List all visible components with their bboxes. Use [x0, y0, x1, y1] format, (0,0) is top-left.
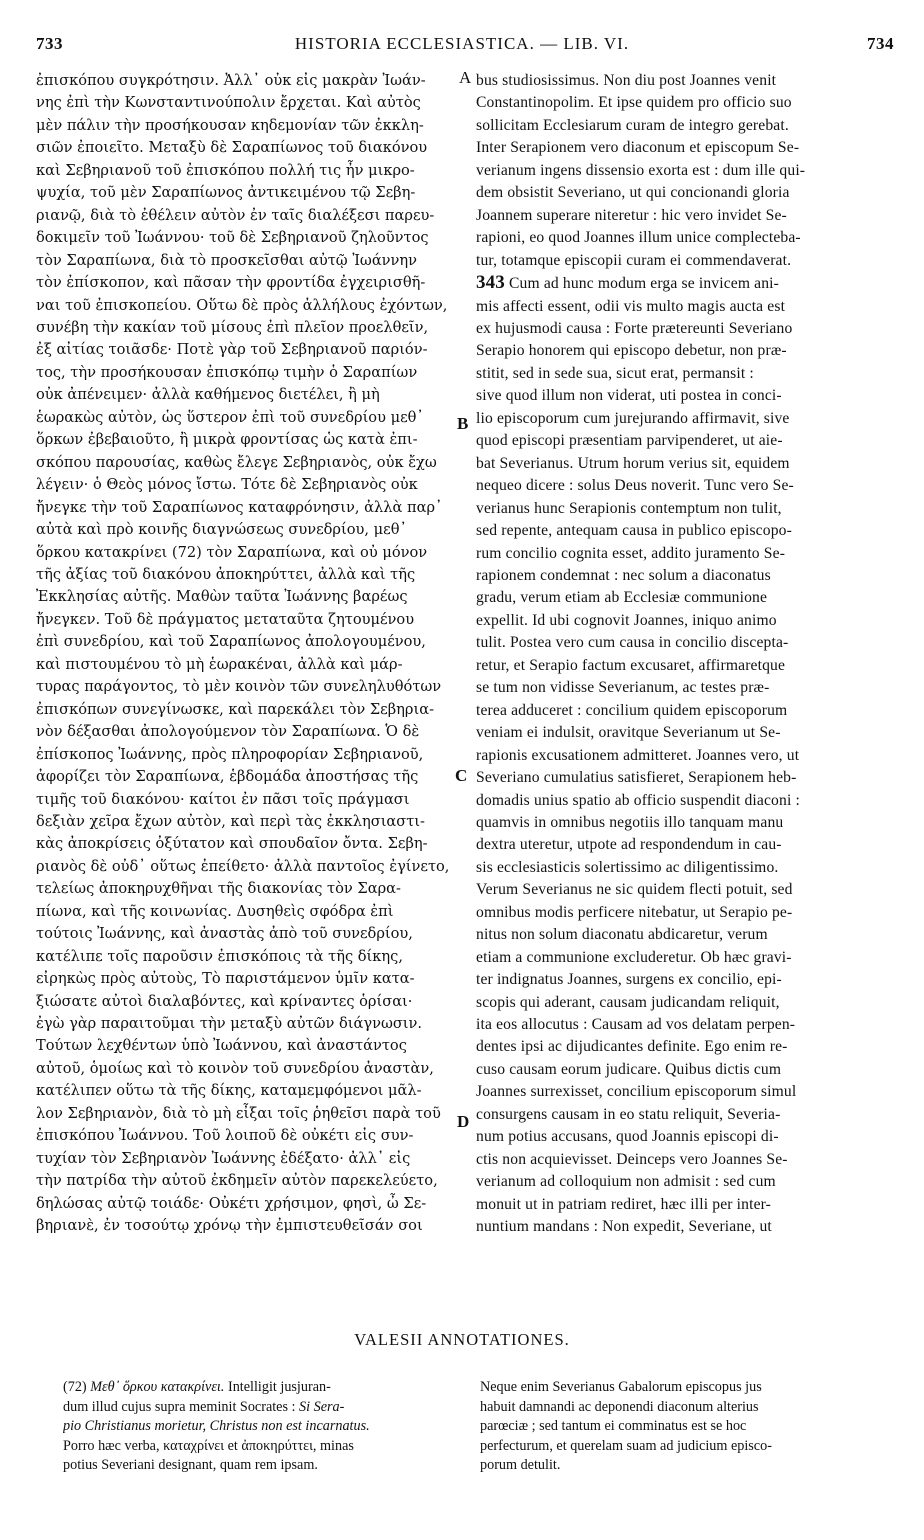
- greek-text-line: ἐπισκόπων συνεγίνωσκε, καὶ παρεκάλει τὸν Σεβηρια-: [36, 700, 435, 718]
- greek-text-line: αὐτὰ καὶ πρὸ κοινῆς διαγνώσεως συνεδρίου, μεθ᾽: [36, 521, 407, 539]
- latin-text-line: Severiano cumulatius satisfieret, Serapionem heb-: [476, 769, 797, 787]
- latin-text-line: monuit ut in patriam rediret, hæc illi per inter-: [476, 1195, 772, 1213]
- greek-text-line: ψυχία, τοῦ μὲν Σαραπίωνος ἀντικειμένου τῷ Σεβη-: [36, 184, 416, 202]
- latin-text-line: omnibus modis perficere nitebatur, ut Serapio pe-: [476, 903, 793, 921]
- annotation-left-column: [63, 1378, 463, 1476]
- greek-text-line: μὲν πάλιν τὴν προσήκουσαν κηδεμονίαν τῶν ἐκκλη-: [36, 116, 424, 134]
- greek-text-line: ἐπίσκοπος Ἰωάννης, πρὸς πληροφορίαν Σεβηριανοῦ,: [36, 745, 424, 763]
- greek-text-line: αὐτοῦ, ὁμοίως καὶ τὸ κοινὸν τοῦ συνεδρίου ἀναστὰν,: [36, 1059, 434, 1077]
- greek-text-line: τούτοις Ἰωάννης, καὶ ἀναστὰς ἀπὸ τοῦ συνεδρίου,: [36, 925, 413, 943]
- greek-text-line: τὸν Σαραπίωνα, διὰ τὸ προσκεῖσθαι αὐτῷ Ἰωάννην: [36, 251, 418, 269]
- greek-text-line: Τούτων λεχθέντων ὑπὸ Ἰωάννου, καὶ ἀναστάντος: [36, 1037, 407, 1055]
- latin-text-line: quod episcopi præsentiam parvipenderet, ut aie-: [476, 432, 783, 450]
- annotation-italic-text: Si Sera-: [299, 1398, 345, 1415]
- latin-text-line: Verum Severianus ne sic quidem flecti potuit, sed: [476, 881, 793, 899]
- latin-text-line: cuso causam eorum judicare. Quibus dictis cum: [476, 1060, 782, 1078]
- latin-text-line: dentes ipsi ac dijudicantes definite. Ego enim re-: [476, 1038, 788, 1056]
- greek-text-line: Ἐκκλησίας αὐτῆς. Μαθὼν ταῦτα Ἰωάννης βαρέως: [36, 588, 408, 606]
- latin-text-line: ita eos allocutus : Causam ad vos delatam perpen-: [476, 1016, 796, 1034]
- greek-text-line: ἑωρακὼς αὐτὸν, ὡς ὕστερον ἐπὶ τοῦ συνεδρίου μεθ᾽: [36, 408, 424, 426]
- annotation-text: (72): [63, 1379, 91, 1395]
- latin-text-line: Inter Serapionem vero diaconum et episcopum Se-: [476, 139, 800, 157]
- latin-text-line: veniam ei indulsit, oravitque Severianum ut Se-: [476, 724, 781, 742]
- latin-text-line: verianum ingens dissensio exorta est : dum ille qui-: [476, 161, 806, 179]
- greek-text-line: ἐγὼ γὰρ παραιτοῦμαι τὴν μεταξὺ αὐτῶν διάγνωσιν.: [36, 1015, 423, 1033]
- greek-text-line: τος, τὴν προσήκουσαν ἐπισκόπῳ τιμὴν ὁ Σαραπίων: [36, 363, 418, 381]
- latin-text-line: consurgens causam in eo statu reliquit, Severia-: [476, 1105, 781, 1123]
- latin-text-line: domadis unius spatio ab officio suspendit diaconi :: [476, 791, 800, 809]
- latin-text-line: sed repente, antequam causa in publico episcopo-: [476, 522, 792, 540]
- greek-text-line: δεξιὰν χεῖρα ἔχων αὐτὸν, καὶ περὶ τὰς ἐκκλησιαστι-: [36, 812, 425, 830]
- greek-text-line: τιμῆς τοῦ διακόνου· καίτοι ἐν πᾶσι τοῖς πράγμασι: [36, 790, 410, 808]
- greek-text-line: καὶ πιστουμένου τὸ μὴ ἑωρακέναι, ἀλλὰ καὶ μάρ-: [36, 655, 403, 673]
- greek-text-line: εἰρηκὼς πρὸς αὐτοὺς, Τὸ παριστάμενον ὑμῖν κατα-: [36, 970, 415, 988]
- greek-text-line: ὅρκων ἐβεβαιοῦτο, ἢ μικρὰ φροντίσας ὡς κατὰ ἐπι-: [36, 431, 418, 449]
- greek-text-line: τὴν πατρίδα τὴν αὐτοῦ ἐκδημεῖν αὐτὸν παρεκελεύετο,: [36, 1172, 438, 1190]
- annotation-text: dum illud cujus supra meminit Socrates :: [63, 1398, 300, 1415]
- latin-text-line: verianus hunc Serapionis contemptum non tulit,: [476, 499, 782, 517]
- greek-text-line: συνέβη τὴν κακίαν τοῦ μίσους ἐπὶ πλεῖον προελθεῖν,: [36, 318, 429, 336]
- greek-text-line: ἐπὶ συνεδρίου, καὶ τοῦ Σαραπίωνος ἀπολογουμένου,: [36, 633, 426, 651]
- greek-text-line: τυχίαν τὸν Σεβηριανὸν Ἰωάννης ἐδέξατο· ἀλλ᾽ εἰς: [36, 1149, 411, 1167]
- latin-text-line: rapioni, eo quod Joannes illum unice complectebа-: [476, 229, 801, 247]
- greek-text-line: κατέλιπεν οὕτω τὰ τῆς δίκης, καταμεμφόμενοι μᾶλ-: [36, 1082, 422, 1100]
- greek-text-line: πίωνα, καὶ τῆς κοινωνίας. Δυσηθεὶς σφόδρα ἐπὶ: [36, 902, 394, 920]
- greek-text-line: δηλώσας αὐτῷ τοιάδε· Οὐκέτι χρήσιμον, φησὶ, ὦ Σε-: [36, 1194, 427, 1212]
- greek-text-line: οὐκ ἀπένειμεν· ἀλλὰ καθήμενος διετέλει, ἢ μὴ: [36, 386, 380, 404]
- annotation-line: parœciæ ; sed tantum ei comminatus est se hoc: [480, 1418, 747, 1435]
- page-number-left: 733: [36, 34, 63, 53]
- greek-text-line: τελείως ἀποκηρυχθῆναι τῆς διακονίας τὸν Σαρα-: [36, 880, 401, 898]
- latin-text-line: verianum ad colloquium non admisit : sed cum: [476, 1173, 776, 1191]
- latin-text-line: gradu, verum etiam ab Ecclesiæ communione: [476, 589, 768, 607]
- greek-text-line: δοκιμεῖν τοῦ Ἰωάννου· τοῦ δὲ Σεβηριανοῦ ζηλοῦντος: [36, 229, 429, 247]
- greek-text-line: ἤνεγκε τὴν τοῦ Σαραπίωνος καταφρόνησιν, ἀλλὰ παρ᾽: [36, 498, 443, 516]
- greek-text-line: ἐπισκόπου συγκρότησιν. Ἀλλ᾽ οὐκ εἰς μακρὰν Ἰωάν-: [36, 72, 426, 89]
- annotation-line: porum detulit.: [480, 1457, 561, 1474]
- latin-text-line: Joannes surrexisset, concilium episcoporum simul: [476, 1083, 797, 1101]
- annotation-text: Porro hæc verba, καταχρίνει et ἀποκηρύττει, minas: [63, 1437, 354, 1454]
- greek-text-line: ἐπισκόπου Ἰωάννου. Τοῦ λοιποῦ δὲ οὐκέτι εἰς συν-: [36, 1127, 414, 1145]
- greek-text-line: ξιώσατε αὐτοὶ διαλαβόντες, καὶ κρίναντες ὁρίσαι·: [36, 992, 413, 1010]
- latin-text-line: nitus non solum diaconatu abdicaretur, verum: [476, 926, 768, 944]
- latin-text-line: Joannem superare niteretur : hic vero invidet Se-: [476, 206, 787, 224]
- latin-text-line: retur, et Serapio factum excusaret, affirmaretque: [476, 656, 786, 674]
- annotation-line: [63, 1456, 463, 1476]
- margin-letter-b: B: [457, 414, 469, 433]
- greek-text-line: σιῶν ἐποιεῖτο. Μεταξὺ δὲ Σαραπίωνος τοῦ διακόνου: [36, 139, 428, 157]
- latin-text-line: sis ecclesiasticis solertissimo ac diligentissimo.: [476, 858, 779, 876]
- annotation-right-column: [480, 1378, 880, 1476]
- greek-text-line: σκόπου παρουσίας, καθὼς ἔλεγε Σεβηριανὸς, οὐκ ἔχω: [36, 453, 437, 471]
- greek-text-line: ἐξ αἰτίας τοιᾶσδε· Ποτὲ γὰρ τοῦ Σεβηριανοῦ παριόν-: [36, 341, 428, 359]
- annotation-line: [63, 1398, 463, 1418]
- greek-text-line: λον Σεβηριανὸν, διὰ τὸ μὴ εἶξαι τοῖς ῥηθεῖσι παρὰ τοῦ: [36, 1104, 441, 1122]
- latin-text-line: mis affecti essent, odii vis multo magis aucta est: [476, 297, 786, 315]
- annotation-line: perfecturum, et querelam suam ad judicium episco-: [480, 1437, 772, 1454]
- page-number-right: 734: [867, 34, 894, 53]
- margin-letter-d: D: [457, 1112, 470, 1131]
- greek-text-line: τὸν ἐπίσκοπον, καὶ πᾶσαν τὴν φροντίδα ἐγχειρισθῆ-: [36, 274, 426, 292]
- greek-text-line: λέγειν· ὁ Θεὸς μόνος ἴστω. Τότε δὲ Σεβηριανὸς οὐκ: [36, 476, 418, 494]
- greek-text-line: κατέλιπε τοῖς παροῦσιν ἐπισκόποις τὰ τῆς δίκης,: [36, 947, 403, 965]
- annotation-text: potius Severiani designant, quam rem ipsam.: [63, 1457, 318, 1474]
- annotation-line: [63, 1378, 463, 1398]
- greek-text-line: ριανῷ, διὰ τὸ ἐθέλειν αὐτὸν ἐν ταῖς διαλέξεσι παρευ-: [36, 206, 435, 224]
- section-number: 343: [476, 272, 505, 294]
- latin-text-line: se tum non vidisse Severianum, ac testes præ-: [476, 679, 770, 697]
- latin-text-line: bus studiosissimus. Non diu post Joannes venit: [476, 72, 777, 89]
- latin-text-line: terea adduceret : concilium quidem episcoporum: [476, 701, 788, 719]
- annotation-line: habuit damnandi ac deponendi diaconum alterius: [480, 1398, 759, 1415]
- latin-text-line: quamvis in omnibus negotiis illo tanquam manu: [476, 813, 784, 831]
- greek-text-line: τυρας παράγοντος, τὸ μὲν κοινὸν τῶν συνεληλυθότων: [36, 678, 442, 696]
- greek-text-line: νὸν δέξασθαι ἀπολογούμενον τὸν Σαραπίωνα. Ὁ δὲ: [36, 723, 420, 741]
- latin-text-line: nequeo dicere : solus Deus noverit. Tunc vero Se-: [476, 477, 794, 495]
- latin-text-line: sollicitam Ecclesiarum curam de integro gerebat.: [476, 116, 789, 134]
- latin-text-line: rum concilio cognita esset, addito juramento Se-: [476, 544, 786, 562]
- annotation-line: [63, 1417, 463, 1437]
- latin-text-line: [476, 272, 888, 295]
- latin-text-line: dextra uteretur, utpote ad respondendum in cau-: [476, 836, 782, 854]
- greek-text-line: ἀφορίζει τὸν Σαραπίωνα, ἑβδομάδα ἀποστήσας τῆς: [36, 768, 419, 786]
- latin-text-line: Serapio honorem qui episcopo debetur, non præ-: [476, 342, 787, 360]
- latin-text-line: rapionem condemnat : nec solum a diaconatus: [476, 566, 771, 584]
- latin-text-line: ter indignatus Joannes, surgens ex concilio, epi-: [476, 971, 782, 989]
- greek-text-line: ὅρκου κατακρίνει (72) τὸν Σαραπίωνα, καὶ οὐ μόνον: [36, 543, 428, 561]
- latin-text-line: tulit. Postea vero cum causa in concilio discepta-: [476, 634, 789, 652]
- latin-text-line: dem obsistit Severiano, ut qui concionandi gloria: [476, 184, 790, 202]
- latin-text-line: Constantinopolim. Et ipse quidem pro officio suo: [476, 94, 792, 112]
- annotation-italic-text: Μεθ᾽ ὅρκου κατακρίνει.: [90, 1379, 225, 1395]
- latin-text-line: rapionis excusationem admitteret. Joannes vero, ut: [476, 746, 800, 764]
- annotations-heading: VALESII ANNOTATIONES.: [354, 1330, 570, 1349]
- greek-text-line: τῆς ἀξίας τοῦ διακόνου ἀποκηρύττει, ἀλλὰ καὶ τῆς: [36, 565, 416, 583]
- latin-text-line: ctis non acquievisset. Deinceps vero Joannes Se-: [476, 1150, 788, 1168]
- latin-text-line: etiam a communione excluderetur. Ob hæc gravi-: [476, 948, 792, 966]
- annotation-line: Neque enim Severianus Gabalorum episcopus jus: [480, 1379, 762, 1395]
- annotation-text: Intelligit jusjuran-: [224, 1379, 331, 1395]
- greek-text-line: ναι τοῦ ἐπισκοπείου. Οὕτω δὲ πρὸς ἀλλήλους ἐχόντων,: [36, 296, 448, 314]
- greek-text-line: κὰς ἀποκρίσεις ὀξύτατον καὶ σπουδαῖον ὄντα. Σεβη-: [36, 835, 428, 853]
- greek-text-line: καὶ Σεβηριανοῦ τοῦ ἐπισκόπου πολλή τις ἦν μικρο-: [36, 161, 415, 179]
- latin-text-line: ex hujusmodi causa : Forte prætereunti Severiano: [476, 319, 793, 337]
- margin-letter-a: A: [459, 68, 472, 87]
- margin-letter-c: C: [455, 766, 468, 785]
- latin-text-line: num potius accusans, quod Joannis episcopi di-: [476, 1128, 779, 1146]
- latin-text-line: sive quod illum non viderat, uti postea in conci-: [476, 387, 782, 405]
- latin-text-line: bat Severianus. Utrum horum verius sit, equidem: [476, 454, 790, 472]
- greek-text-line: ἤνεγκεν. Τοῦ δὲ πράγματος μεταταῦτα ζητουμένου: [36, 610, 415, 628]
- latin-text-line: scopis qui aderant, causam judicandam reliquit,: [476, 993, 780, 1011]
- latin-text-line: nuntium mandans : Non expedit, Severiane, ut: [476, 1218, 772, 1236]
- annotation-line: [63, 1437, 463, 1457]
- latin-text-line: tur, totamque episcopii curam ei commendaverat.: [476, 251, 792, 269]
- running-head: HISTORIA ECCLESIASTICA. — LIB. VI.: [294, 34, 630, 53]
- latin-text-line-content: Cum ad hunc modum erga se invicem ani-: [504, 275, 780, 293]
- latin-text-column: [476, 70, 888, 1239]
- latin-text-line: expellit. Id ubi cognovit Joannes, iniquo animo: [476, 611, 777, 629]
- latin-text-line: stitit, sed in sede sua, sicut erat, permansit :: [476, 364, 754, 382]
- latin-text-line: lio episcoporum cum jurejurando affirmavit, sive: [476, 409, 790, 427]
- greek-text-line: βηριανὲ, ἐν τοσούτῳ χρόνῳ τὴν ἐμπιστευθεῖσάν σοι: [36, 1217, 423, 1235]
- greek-text-line: ριανὸς δὲ οὐδ᾽ οὕτως ἐπείθετο· ἀλλὰ παντοῖος ἐγίνετο,: [36, 857, 450, 875]
- annotation-italic-text: pio Christianus morietur, Christus non est incarnatus.: [63, 1418, 370, 1435]
- greek-text-line: νης ἐπὶ τὴν Κωνσταντινούπολιν ἔρχεται. Καὶ αὐτὸς: [36, 94, 421, 112]
- greek-text-column: [36, 70, 454, 1238]
